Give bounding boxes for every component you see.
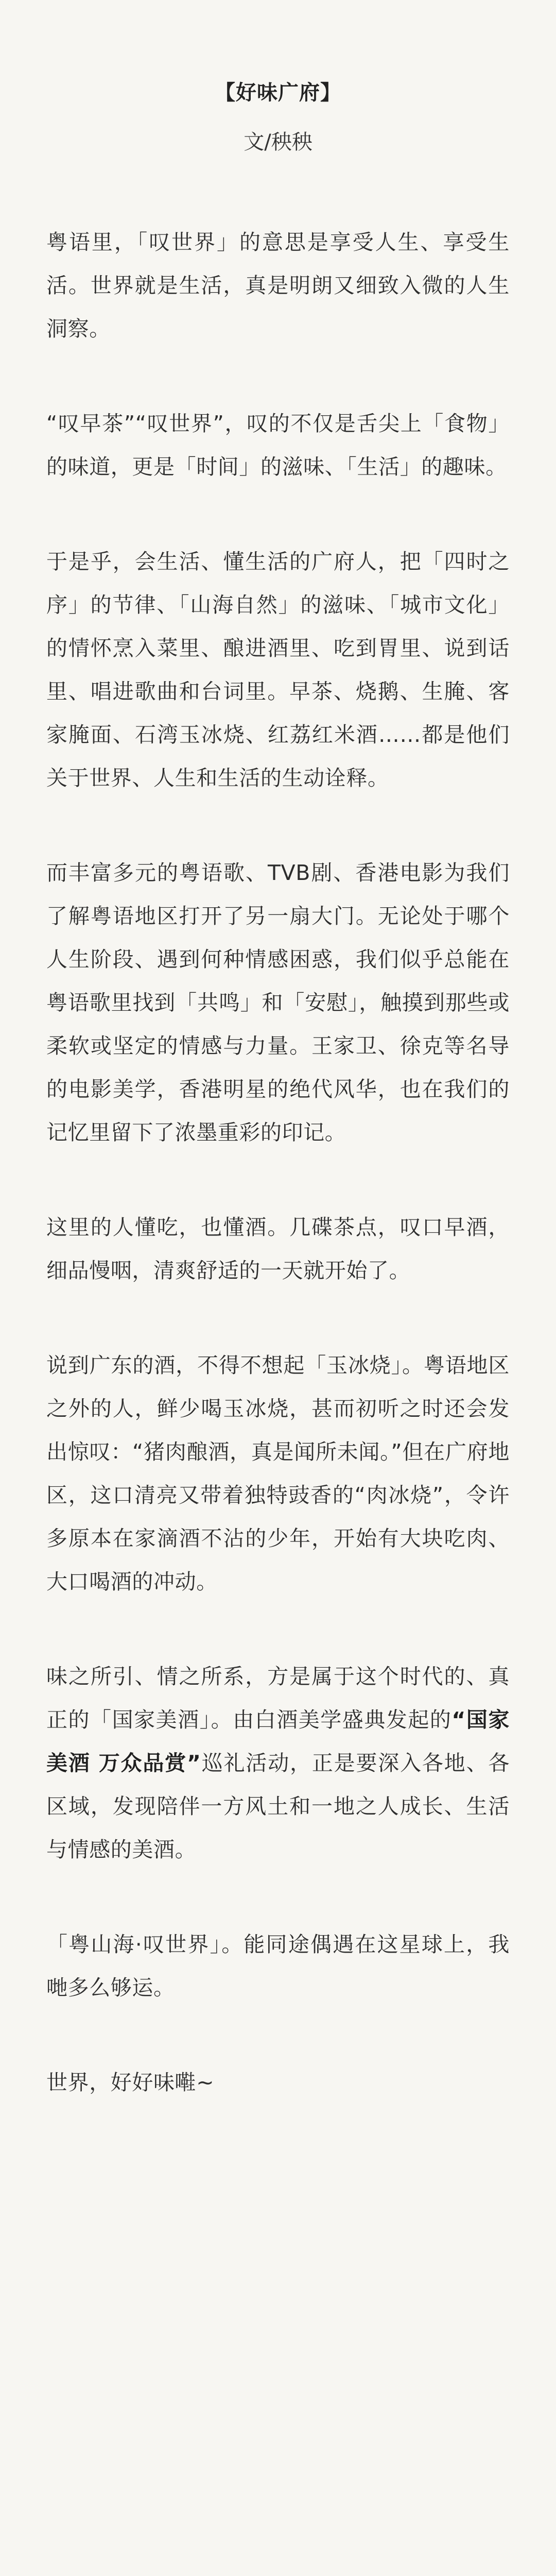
paragraph-5 <box>46 1206 510 1292</box>
paragraph-7-text-end: 巡礼活动，正是要深入各地、各区域，发现陪伴一方风土和一地之人成长、生活与情感的美酒。 <box>46 1751 510 1862</box>
paragraph-5-text: 这里的人懂吃，也懂酒。几碟茶点，叹口早酒，细品慢咽，清爽舒适的一天就开始了。 <box>46 1215 510 1283</box>
paragraph-7-text-start: 味之所引、情之所系，方是属于这个时代的、真正的「国家美酒」。由白酒美学盛典发起的 <box>46 1664 510 1732</box>
paragraph-3-text: 于是乎，会生活、懂生活的广府人，把「四时之序」的节律、「山海自然」的滋味、「城市文化」的情怀烹入菜里、酿进酒里、吃到胃里、说到话里、唱进歌曲和台词里。早茶、烧鹅、生腌、客家腌面、石湾玉冰烧、红荔红米酒……都是他们关于世界、人生和生活的生动诠释。 <box>46 549 510 790</box>
paragraph-7 <box>46 1655 510 1871</box>
article-header <box>46 0 510 157</box>
article-title: 【好味广府】 <box>215 81 341 105</box>
paragraph-4 <box>46 851 510 1154</box>
campaign-highlight: “国家美酒 万众品赏” <box>46 1707 510 1775</box>
paragraph-6 <box>46 1344 510 1603</box>
paragraph-2-text: “叹早茶”“叹世界”，叹的不仅是舌尖上「食物」的味道，更是「时间」的滋味、「生活」的趣味。 <box>46 411 510 479</box>
paragraph-4-text: 而丰富多元的粤语歌、TVB剧、香港电影为我们了解粤语地区打开了另一扇大门。无论处于哪个人生阶段、遇到何种情感困惑，我们似乎总能在粤语歌里找到「共鸣」和「安慰」，触摸到那些或柔软或坚定的情感与力量。王家卫、徐克等名导的电影美学，香港明星的绝代风华，也在我们的记忆里留下了浓墨重彩的印记。 <box>46 860 510 1145</box>
article-body <box>46 221 510 2104</box>
paragraph-1 <box>46 221 510 350</box>
paragraph-8 <box>46 1923 510 2009</box>
article-author: 文/秧秧 <box>244 130 312 154</box>
paragraph-3 <box>46 540 510 800</box>
paragraph-9 <box>46 2061 510 2104</box>
paragraph-9-text: 世界，好好味嚡~ <box>46 2070 215 2095</box>
paragraph-1-text: 粤语里，「叹世界」的意思是享受人生、享受生活。世界就是生活，真是明朗又细致入微的人生洞察。 <box>46 230 510 341</box>
paragraph-2 <box>46 402 510 488</box>
paragraph-8-text: 「粤山海·叹世界」。能同途偶遇在这星球上，我哋多么够运。 <box>46 1932 510 2000</box>
paragraph-6-text: 说到广东的酒，不得不想起「玉冰烧」。粤语地区之外的人，鲜少喝玉冰烧，甚而初听之时还会发出惊叹：“猪肉酿酒，真是闻所未闻。”但在广府地区，这口清亮又带着独特豉香的“肉冰烧”，令许多原本在家滴酒不沾的少年，开始有大块吃肉、大口喝酒的冲动。 <box>46 1353 510 1594</box>
